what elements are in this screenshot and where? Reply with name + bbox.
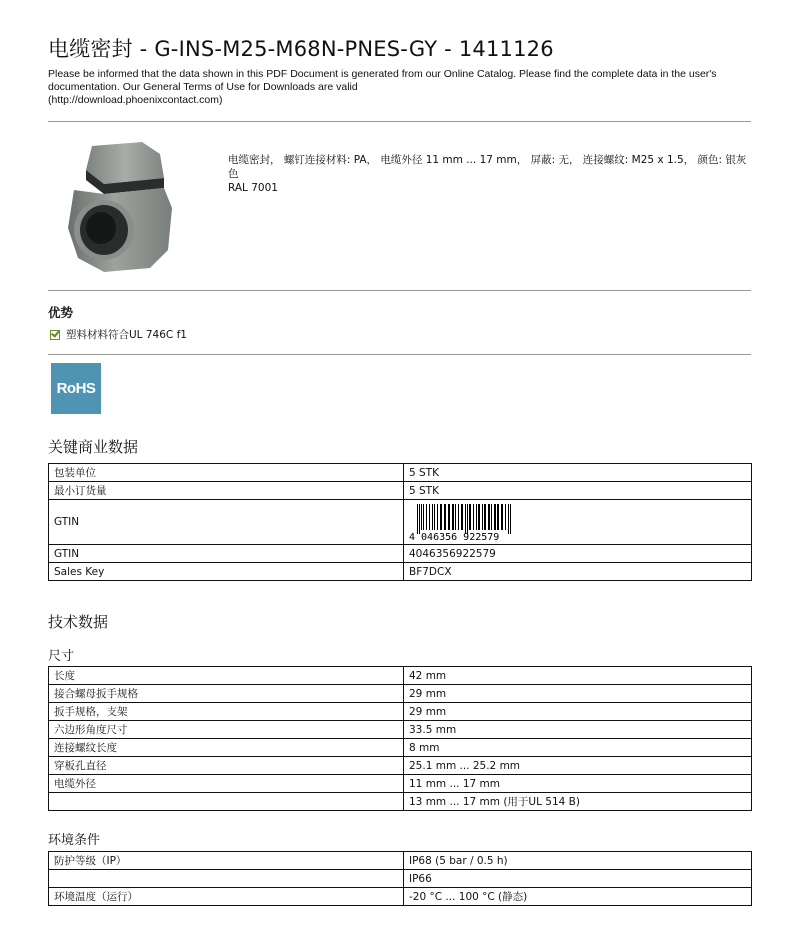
row-key: 接合螺母扳手规格 [49,685,404,703]
barcode-bar [434,504,435,530]
barcode-bar [448,504,450,530]
product-description [228,153,753,195]
divider [48,121,751,122]
barcode-bar [482,504,483,530]
barcode-bar [488,504,490,530]
barcode-bar [444,504,446,530]
barcode-bar [437,504,438,530]
barcode-digits: 4 046356 922579 [409,532,500,542]
row-value: 29 mm [404,685,752,703]
barcode-bar [469,504,471,530]
row-value: 5 STK [404,464,752,482]
row-value: 33.5 mm [404,721,752,739]
row-key: 六边形角度尺寸 [49,721,404,739]
row-key: 电缆外径 [49,775,404,793]
barcode-bar [473,504,474,530]
table-row [49,464,752,482]
description-line-1: 电缆密封， 螺钉连接材料: PA， 电缆外径 11 mm ... 17 mm， 屏蔽: 无， 连接螺纹: M25 x 1.5， 颜色: 银灰色 [228,154,747,180]
notice-line-1: Please be informed that the data shown in this PDF Document is generated from our Online Catalog. Please find the complete data in the user's [48,68,717,80]
row-value: 5 STK [404,482,752,500]
download-notice [48,68,748,107]
notice-url[interactable]: (http://download.phoenixcontact.com) [48,94,223,106]
barcode-bar [417,504,418,534]
barcode-bar [458,504,459,530]
row-value: IP66 [404,870,752,888]
row-key: GTIN [49,545,404,563]
row-key: 扳手规格，支架 [49,703,404,721]
row-value: 42 mm [404,667,752,685]
row-key [49,870,404,888]
notice-line-2: documentation. Our General Terms of Use for Downloads are valid [48,81,358,93]
key-commercial-table [48,463,752,581]
barcode-bar [491,504,492,530]
row-key: Sales Key [49,563,404,581]
row-key: 包装单位 [49,464,404,482]
row-key: 环境温度（运行） [49,888,404,906]
table-row [49,870,752,888]
technical-heading: 技术数据 [48,613,109,631]
table-row [49,500,752,545]
barcode-bar [478,504,480,530]
barcode-image [409,502,541,542]
table-row [49,775,752,793]
table-row [49,757,752,775]
row-value: BF7DCX [404,563,752,581]
row-key: 长度 [49,667,404,685]
table-row [49,793,752,811]
key-commercial-heading: 关键商业数据 [48,438,139,456]
barcode-bar [426,504,427,530]
row-value: 8 mm [404,739,752,757]
table-row [49,703,752,721]
row-key [49,793,404,811]
table-row [49,721,752,739]
barcode-bar [419,504,420,534]
check-icon [50,330,60,340]
table-row [49,482,752,500]
divider [48,354,751,355]
table-row [49,545,752,563]
page-title: 电缆密封 - G-INS-M25-M68N-PNES-GY - 1411126 [48,37,554,61]
rohs-logo: RoHS [51,363,101,414]
row-value: 29 mm [404,703,752,721]
table-row [49,852,752,870]
row-key: GTIN [49,500,404,545]
row-value: 4046356922579 [404,545,752,563]
barcode-bar [476,504,477,530]
barcode-bar [465,504,466,534]
table-row [49,685,752,703]
row-key: 穿板孔直径 [49,757,404,775]
advantage-item [50,327,187,342]
barcode-bar [423,504,424,530]
barcode-bar [510,504,511,534]
table-row [49,888,752,906]
environment-heading: 环境条件 [48,833,101,848]
dimensions-heading: 尺寸 [48,649,75,664]
barcode-bar [452,504,454,530]
divider [48,290,751,291]
barcode-bar [432,504,433,530]
table-row [49,739,752,757]
row-key: 最小订货量 [49,482,404,500]
row-key: 连接螺纹长度 [49,739,404,757]
barcode-bar [497,504,499,530]
barcode-bar [484,504,486,530]
dimensions-table [48,666,752,811]
advantages-heading: 优势 [48,305,74,320]
advantage-label: 塑料材料符合UL 746C f1 [66,329,187,341]
environment-table [48,851,752,906]
row-key: 防护等级（IP） [49,852,404,870]
barcode-bar [494,504,496,530]
barcode-bar [505,504,506,530]
barcode-bar [501,504,503,530]
table-row [49,667,752,685]
barcode-bar [429,504,430,530]
row-value: 13 mm ... 17 mm (用于UL 514 B) [404,793,752,811]
barcode-bar [440,504,442,530]
row-value: 11 mm ... 17 mm [404,775,752,793]
barcode-bar [461,504,463,530]
barcode-bar [421,504,422,530]
cable-gland-image [64,138,176,274]
row-value: IP68 (5 bar / 0.5 h) [404,852,752,870]
description-line-2: RAL 7001 [228,182,278,194]
barcode-bar [508,504,509,534]
barcode-cell [404,500,752,545]
row-value: -20 °C ... 100 °C (静态) [404,888,752,906]
barcode-bar [455,504,456,530]
barcode-bar [467,504,468,534]
row-value: 25.1 mm ... 25.2 mm [404,757,752,775]
table-row [49,563,752,581]
